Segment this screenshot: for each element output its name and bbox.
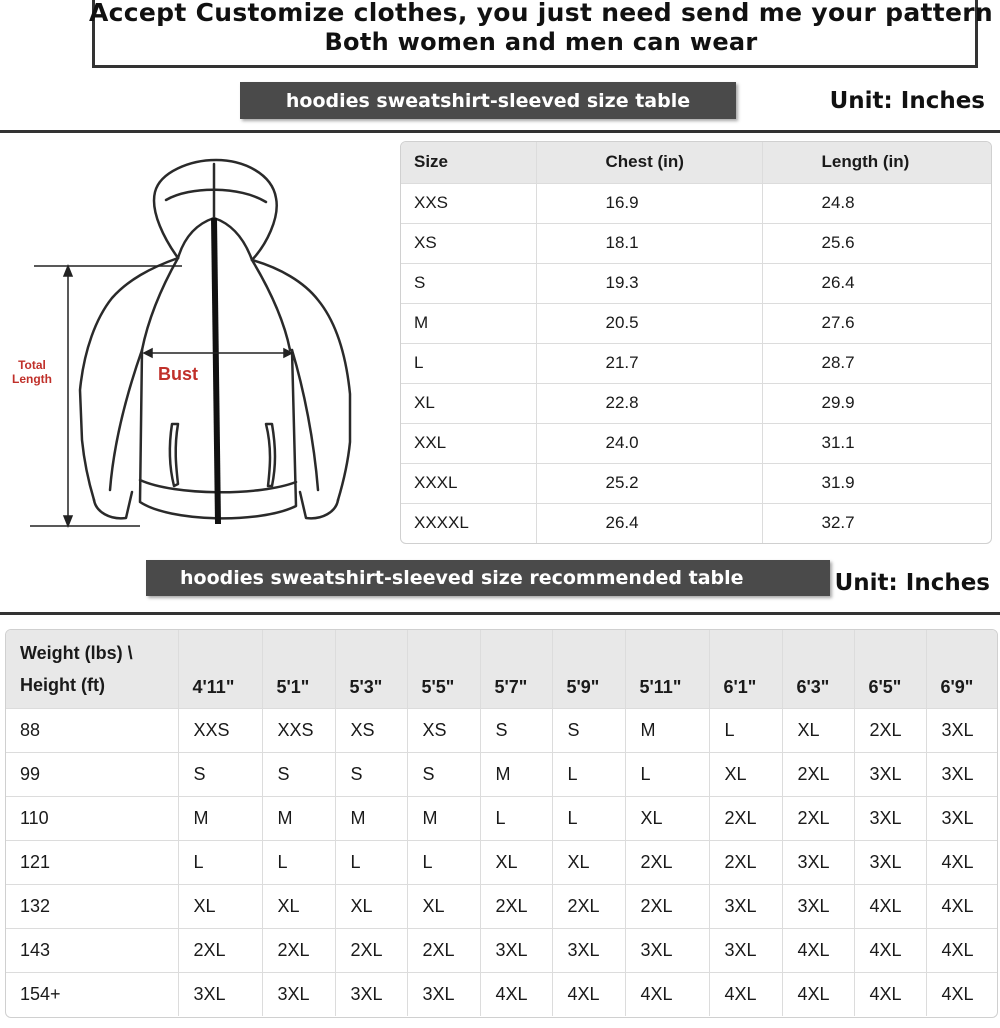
- size-cell: 3XL: [854, 796, 926, 840]
- size-cell: L: [262, 840, 335, 884]
- size-table-banner: hoodies sweatshirt-sleeved size table: [240, 82, 736, 119]
- size-cell: S: [335, 752, 407, 796]
- size-cell: 3XL: [625, 928, 709, 972]
- size-cell: M: [335, 796, 407, 840]
- chest-cell: 21.7: [536, 343, 762, 383]
- size-cell: XL: [625, 796, 709, 840]
- table-row: [6, 928, 997, 972]
- size-cell: 4XL: [926, 840, 997, 884]
- weight-cell: 143: [6, 928, 178, 972]
- size-cell: 2XL: [625, 840, 709, 884]
- size-cell: 3XL: [926, 752, 997, 796]
- recommended-table: [5, 629, 998, 1018]
- size-cell: L: [625, 752, 709, 796]
- size-cell: XS: [401, 223, 536, 263]
- table-row: [6, 796, 997, 840]
- size-cell: 4XL: [854, 884, 926, 928]
- size-cell: XL: [709, 752, 782, 796]
- chest-cell: 16.9: [536, 183, 762, 223]
- height-header: 6'1": [709, 630, 782, 708]
- size-cell: S: [480, 708, 552, 752]
- corner-weight-label: Weight (lbs) \: [20, 642, 133, 663]
- length-cell: 32.7: [821, 513, 855, 533]
- table-row: [401, 183, 991, 223]
- size-cell: M: [625, 708, 709, 752]
- size-cell: 3XL: [926, 796, 997, 840]
- column-header: Length (in): [762, 142, 991, 183]
- weight-cell: 154+: [6, 972, 178, 1016]
- size-cell: 3XL: [926, 708, 997, 752]
- table-row: [401, 343, 991, 383]
- table-row: [401, 223, 991, 263]
- chest-cell: 20.5: [536, 303, 762, 343]
- recommended-table-banner: hoodies sweatshirt-sleeved size recommended table: [146, 560, 830, 596]
- size-cell: 3XL: [709, 928, 782, 972]
- weight-cell: 110: [6, 796, 178, 840]
- header-title: Accept Customize clothes, you just need send me your pattern: [89, 0, 993, 27]
- size-cell: XL: [782, 708, 854, 752]
- size-cell: L: [178, 840, 262, 884]
- size-cell: S: [401, 263, 536, 303]
- length-cell: 29.9: [762, 383, 991, 423]
- size-cell: M: [262, 796, 335, 840]
- size-cell: L: [552, 796, 625, 840]
- chest-cell: 18.1: [536, 223, 762, 263]
- table-row: [6, 884, 997, 928]
- weight-cell: 88: [6, 708, 178, 752]
- size-cell: 3XL: [854, 752, 926, 796]
- size-cell: M: [401, 303, 536, 343]
- size-cell: XXS: [401, 183, 536, 223]
- size-table-unit: Unit: Inches: [829, 88, 985, 114]
- hoodie-illustration: [0, 150, 390, 540]
- size-cell: 3XL: [709, 884, 782, 928]
- size-cell: 2XL: [709, 840, 782, 884]
- size-cell: S: [262, 752, 335, 796]
- chest-cell: 19.3: [536, 263, 762, 303]
- size-cell: 3XL: [178, 972, 262, 1016]
- size-cell: 4XL: [782, 928, 854, 972]
- height-header: 5'9": [552, 630, 625, 708]
- divider: [0, 612, 1000, 615]
- length-cell: 24.8: [762, 183, 991, 223]
- size-cell: L: [335, 840, 407, 884]
- length-cell: 27.6: [762, 303, 991, 343]
- height-header: 5'5": [407, 630, 480, 708]
- size-cell: XXL: [401, 423, 536, 463]
- size-cell: 3XL: [854, 840, 926, 884]
- size-cell: 2XL: [335, 928, 407, 972]
- height-header: 5'3": [335, 630, 407, 708]
- size-cell: XS: [407, 708, 480, 752]
- weight-cell: 121: [6, 840, 178, 884]
- size-cell: XL: [552, 840, 625, 884]
- height-header: 5'1": [262, 630, 335, 708]
- size-cell: XXXL: [401, 463, 536, 503]
- size-cell: 4XL: [941, 983, 974, 1004]
- size-cell: 3XL: [480, 928, 552, 972]
- size-cell: 4XL: [782, 972, 854, 1016]
- table-row: [6, 752, 997, 796]
- table-row: [401, 303, 991, 343]
- size-cell: 4XL: [926, 884, 997, 928]
- size-cell: 3XL: [335, 972, 407, 1016]
- size-cell: 3XL: [552, 928, 625, 972]
- size-cell: 4XL: [625, 972, 709, 1016]
- size-cell: 2XL: [782, 796, 854, 840]
- recommended-header-row: [6, 630, 997, 708]
- chest-cell: 22.8: [536, 383, 762, 423]
- table-row: [401, 463, 991, 503]
- size-cell: 4XL: [709, 972, 782, 1016]
- size-cell: 2XL: [178, 928, 262, 972]
- size-cell: 3XL: [407, 972, 480, 1016]
- size-cell: S: [552, 708, 625, 752]
- size-cell: 2XL: [854, 708, 926, 752]
- size-cell: L: [401, 343, 536, 383]
- column-header: Chest (in): [536, 142, 762, 183]
- size-cell: XXS: [178, 708, 262, 752]
- size-cell: XL: [262, 884, 335, 928]
- size-cell: 3XL: [782, 840, 854, 884]
- weight-cell: 99: [6, 752, 178, 796]
- corner-header: [6, 630, 178, 708]
- table-row: [401, 263, 991, 303]
- height-header: 5'7": [480, 630, 552, 708]
- table-row: [6, 708, 997, 752]
- height-header: 6'3": [782, 630, 854, 708]
- size-cell: 3XL: [782, 884, 854, 928]
- table-row: [401, 383, 991, 423]
- size-cell: S: [178, 752, 262, 796]
- size-cell: L: [552, 752, 625, 796]
- table-row: [6, 840, 997, 884]
- size-table: [400, 141, 992, 544]
- size-cell: 2XL: [625, 884, 709, 928]
- size-cell: XL: [407, 884, 480, 928]
- size-cell: M: [480, 752, 552, 796]
- size-cell: 2XL: [552, 884, 625, 928]
- size-cell: 4XL: [480, 972, 552, 1016]
- size-cell: 4XL: [854, 928, 926, 972]
- corner-height-label: Height (ft): [20, 674, 105, 695]
- size-cell: 2XL: [709, 796, 782, 840]
- size-cell: M: [407, 796, 480, 840]
- height-header: 6'9": [926, 630, 997, 708]
- chest-cell: 24.0: [536, 423, 762, 463]
- size-cell: 4XL: [552, 972, 625, 1016]
- hoodie-diagram: [0, 150, 390, 540]
- total-length-label: Total Length: [12, 358, 52, 386]
- chest-cell: 25.2: [536, 463, 762, 503]
- size-cell: L: [407, 840, 480, 884]
- length-cell: 26.4: [762, 263, 991, 303]
- size-cell: 2XL: [782, 752, 854, 796]
- size-cell: 2XL: [407, 928, 480, 972]
- size-cell: XL: [480, 840, 552, 884]
- size-table-header-row: [401, 142, 991, 183]
- size-cell: L: [709, 708, 782, 752]
- table-row: [401, 503, 991, 543]
- length-cell: 28.7: [762, 343, 991, 383]
- size-cell: 2XL: [262, 928, 335, 972]
- divider: [0, 130, 1000, 133]
- size-cell: XL: [401, 383, 536, 423]
- size-cell: 4XL: [926, 928, 997, 972]
- column-header: Size: [401, 142, 536, 183]
- table-row: [401, 423, 991, 463]
- size-cell: L: [480, 796, 552, 840]
- bust-label: Bust: [158, 364, 198, 384]
- size-cell: XL: [178, 884, 262, 928]
- recommended-table-unit: Unit: Inches: [834, 570, 990, 596]
- height-header: 5'11": [625, 630, 709, 708]
- table-row: [6, 972, 997, 1016]
- size-cell: M: [178, 796, 262, 840]
- length-cell: 31.1: [762, 423, 991, 463]
- size-cell: XXS: [262, 708, 335, 752]
- height-header: 6'5": [854, 630, 926, 708]
- size-cell: XXXXL: [401, 503, 536, 543]
- size-cell: 3XL: [262, 972, 335, 1016]
- header-subtitle: Both women and men can wear: [324, 28, 758, 56]
- size-cell: XL: [335, 884, 407, 928]
- length-cell: 25.6: [762, 223, 991, 263]
- weight-cell: 132: [6, 884, 178, 928]
- size-cell: XS: [335, 708, 407, 752]
- size-cell: 4XL: [854, 972, 926, 1016]
- length-cell: 31.9: [762, 463, 991, 503]
- chest-cell: 26.4: [536, 503, 762, 543]
- height-header: 4'11": [178, 630, 262, 708]
- size-cell: S: [407, 752, 480, 796]
- size-cell: 2XL: [480, 884, 552, 928]
